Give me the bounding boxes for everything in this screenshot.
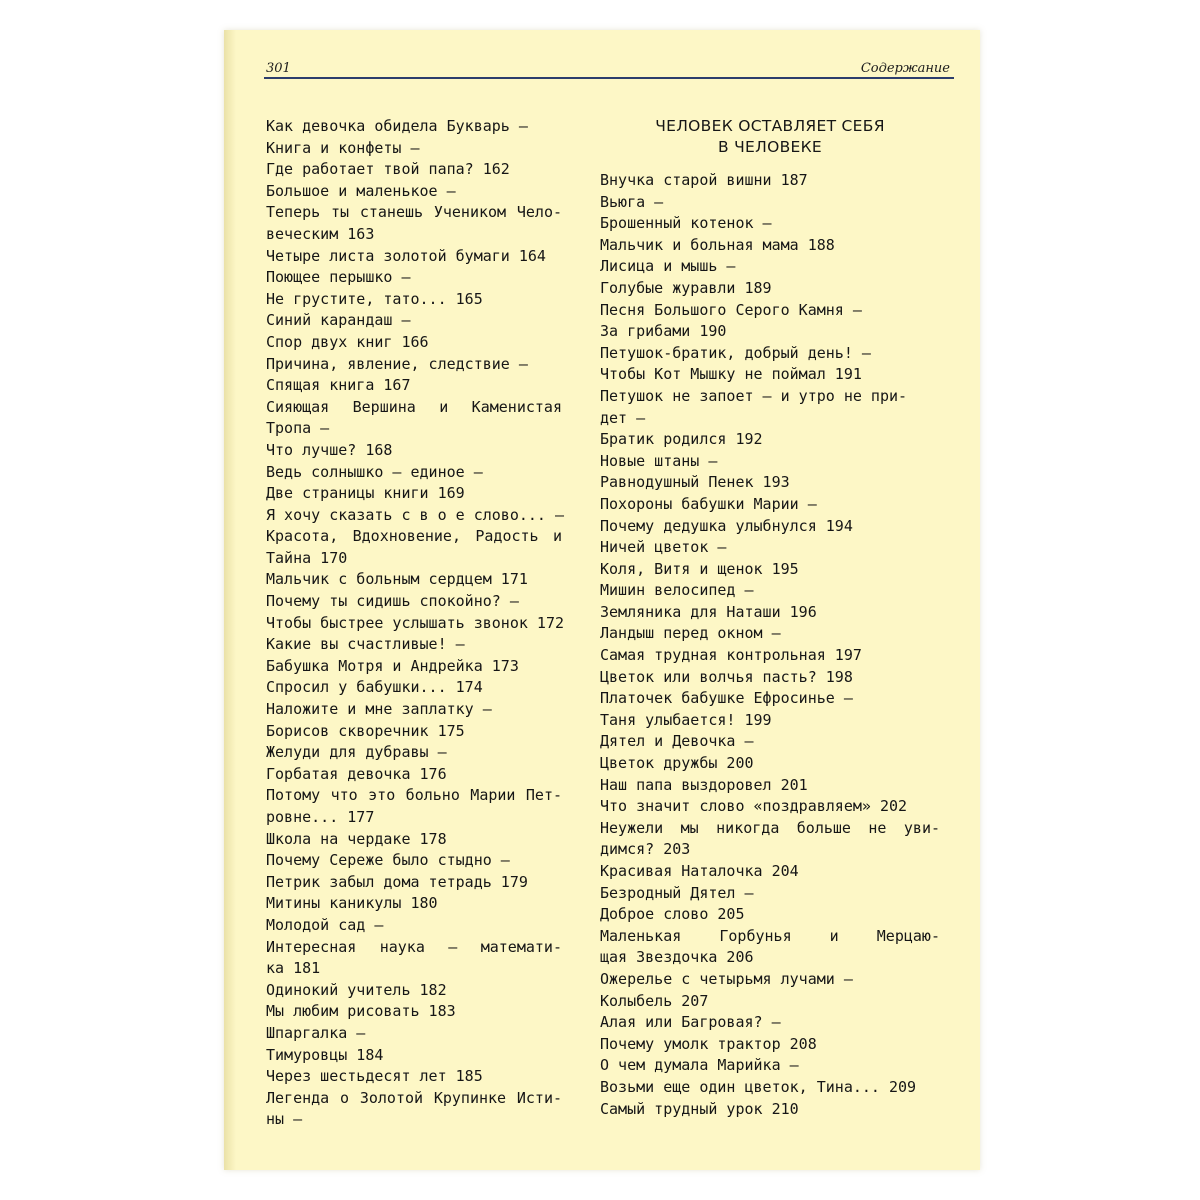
toc-entry: Наложите и мне заплатку — [266, 700, 492, 719]
toc-entry: Спящая книга 167 [266, 376, 411, 395]
toc-entry: Братик родился 192 [600, 430, 763, 449]
toc-entry: О чем думала Марийка — [600, 1056, 799, 1075]
toc-entry: димся? 203 [600, 840, 691, 859]
toc-entry: Причина, явление, следствие — [266, 354, 528, 373]
toc-entry: Бабушка Мотря и Андрейка 173 [266, 656, 519, 675]
toc-entry: Петушок-братик, добрый день! — [600, 343, 871, 362]
toc-entry: Ведь солнышко — единое — [266, 462, 483, 481]
toc-entry: Колыбель 207 [600, 991, 709, 1010]
toc-entry: За грибами 190 [600, 322, 727, 341]
toc-entry: Тимуровцы 184 [266, 1045, 384, 1064]
toc-entry: Платочек бабушке Ефросинье — [600, 689, 853, 708]
toc-entry: Новые штаны — [600, 451, 718, 470]
header-rule [264, 77, 954, 79]
toc-entry: Горбатая девочка 176 [266, 764, 447, 783]
toc-entry: Земляника для Наташи 196 [600, 602, 817, 621]
contents-left-column [266, 116, 565, 1131]
toc-entry: Одинокий учитель 182 [266, 980, 447, 999]
toc-entry: ны — [266, 1110, 303, 1129]
toc-entry: Мальчик и больная мама 188 [600, 235, 835, 254]
toc-entry: Голубые журавли 189 [600, 278, 772, 297]
toc-entry: Петушок не запоет — и утро не при- [600, 386, 908, 405]
toc-entry: Поющее перышко — [266, 268, 411, 287]
toc-entry: Вьюга — [600, 192, 664, 211]
toc-entry: ровне... 177 [266, 808, 375, 826]
section-title [600, 116, 940, 158]
toc-entry: Алая или Багровая? — [600, 1013, 781, 1032]
toc-entry: Неужели мы никогда больше не уви- [600, 818, 940, 837]
toc-entry: дет — [600, 408, 646, 427]
toc-entry: веческим 163 [266, 224, 375, 243]
toc-entry: Цветок дружбы 200 [600, 754, 754, 773]
toc-entry: Борисов скворечник 175 [266, 721, 465, 740]
toc-entry: Что значит слово «поздравляем» 202 [600, 797, 908, 816]
toc-entry: Коля, Витя и щенок 195 [600, 559, 799, 578]
toc-entry: Митины каникулы 180 [266, 894, 438, 913]
toc-entry: Таня улыбается! 199 [600, 710, 772, 729]
toc-entry: Какие вы счастливые! — [266, 635, 465, 654]
toc-entry: Наш папа выздоровел 201 [600, 775, 808, 794]
section-title-line: В ЧЕЛОВЕКЕ [717, 138, 823, 156]
toc-entry: Песня Большого Серого Камня — [600, 300, 862, 319]
toc-entry: Возьми еще один цветок, Тина... 209 [600, 1077, 917, 1096]
toc-entry: Самая трудная контрольная 197 [600, 646, 862, 665]
toc-entry: Спросил у бабушки... 174 [266, 678, 483, 697]
toc-entry: Красивая Наталочка 204 [600, 862, 799, 880]
toc-entry: Ничей цветок — [600, 538, 727, 557]
toc-entry: Равнодушный Пенек 193 [600, 473, 790, 492]
toc-entry: Цветок или волчья пасть? 198 [600, 667, 853, 686]
toc-entry: Желуди для дубравы — [266, 743, 447, 762]
toc-entry: Четыре листа золотой бумаги 164 [266, 246, 546, 265]
toc-entry: Что лучше? 168 [266, 440, 393, 459]
toc-entry: Не грустите, тато... 165 [266, 289, 483, 308]
toc-entry: Ландыш перед окном — [600, 624, 781, 643]
toc-entry: Как девочка обидела Букварь — [266, 117, 528, 135]
toc-entry: Шпаргалка — [266, 1023, 366, 1042]
toc-entry: Похороны бабушки Марии — [600, 494, 817, 513]
toc-entry: ка 181 [266, 959, 321, 978]
toc-entry: Лисица и мышь — [600, 257, 736, 276]
toc-entry: Дятел и Девочка — [600, 732, 754, 751]
toc-entry: Ожерелье с четырьмя лучами — [600, 969, 853, 988]
toc-entry: Почему умолк трактор 208 [600, 1034, 817, 1053]
toc-entry: Потому что это больно Марии Пет- [266, 786, 562, 805]
toc-entry: щая Звездочка 206 [600, 948, 754, 967]
toc-entry: Теперь ты станешь Учеником Чело- [266, 203, 562, 222]
toc-entry: Тайна 170 [266, 548, 348, 567]
toc-entry: Школа на чердаке 178 [266, 829, 447, 848]
toc-entry: Сияющая Вершина и Каменистая [266, 397, 562, 416]
toc-entry: Мальчик с больным сердцем 171 [266, 570, 528, 589]
running-title: Содержание [860, 61, 950, 76]
section-title-line: ЧЕЛОВЕК ОСТАВЛЯЕТ СЕБЯ [655, 117, 885, 135]
toc-entry: Я хочу сказать с в о е слово... — [266, 505, 565, 524]
toc-entry: Синий карандаш — [266, 311, 411, 330]
toc-entry: Петрик забыл дома тетрадь 179 [266, 872, 528, 891]
toc-entry: Чтобы Кот Мышку не поймал 191 [600, 365, 862, 384]
toc-entry: Красота, Вдохновение, Радость и [266, 527, 562, 546]
toc-entry: Книга и конфеты — [266, 138, 420, 157]
toc-entry: Почему дедушка улыбнулся 194 [600, 516, 853, 535]
toc-entry: Где работает твой папа? 162 [266, 160, 510, 179]
toc-entry: Интересная наука — математи- [266, 937, 562, 956]
toc-entry: Доброе слово 205 [600, 905, 745, 924]
toc-entry: Молодой сад — [266, 915, 384, 934]
toc-entry: Почему Сереже было стыдно — [266, 851, 510, 870]
toc-entry: Почему ты сидишь спокойно? — [266, 592, 519, 611]
toc-entry: Спор двух книг 166 [266, 332, 429, 351]
contents-right-column [600, 116, 940, 1120]
toc-entry: Тропа — [266, 419, 330, 438]
toc-entry: Большое и маленькое — [266, 181, 456, 200]
toc-entry: Мишин велосипед — [600, 581, 754, 600]
toc-entry: Самый трудный урок 210 [600, 1099, 799, 1118]
toc-entry: Мы любим рисовать 183 [266, 1002, 456, 1021]
page-number: 301 [266, 61, 291, 76]
toc-entry: Маленькая Горбунья и Мерцаю- [600, 926, 940, 945]
toc-entry: Две страницы книги 169 [266, 484, 465, 503]
toc-entry: Чтобы быстрее услышать звонок 172 [266, 613, 565, 632]
book-page [224, 30, 980, 1170]
toc-entry: Брошенный котенок — [600, 214, 772, 233]
toc-entry: Безродный Дятел — [600, 883, 754, 902]
toc-entry: Легенда о Золотой Крупинке Исти- [266, 1088, 562, 1107]
toc-entry: Внучка старой вишни 187 [600, 171, 808, 189]
toc-entry: Через шестьдесят лет 185 [266, 1067, 483, 1086]
